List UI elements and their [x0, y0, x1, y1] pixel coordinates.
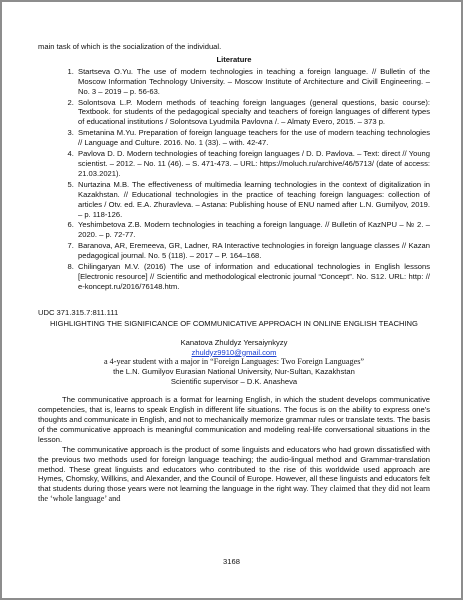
- body-paragraph-2: [38, 445, 430, 504]
- body-paragraph-2-tail: They claimed that they did not learn the ‘whole language’ and: [38, 484, 430, 504]
- page-number: 3168: [223, 557, 240, 566]
- reference-item: 3. Smetanina M.Yu. Preparation of foreign language teachers for the use of modern teaching technologies // Language and Culture. 2016. No. 1 (33). – with. 42-47.: [76, 128, 430, 148]
- body-paragraph-2-main: The communicative approach is the product of some linguists and educators who had grown dissatisfied with the previous two methods used for foreign language teaching; the audio-lingual method and Grammar-translation method. These great linguists and educators who contributed to the rise of this worldwide used approach are Hymes, Chomsky, Willkins, and Alexander, and the Council of Europe. However, all these linguists and educators felt that students during those years were not learning the language in the right way.: [38, 444, 430, 494]
- author-status: a 4-year student with a major in “Foreign Languages: Two Foreign Languages”: [103, 357, 365, 367]
- reference-item: 6. Yeshimbetova Z.B. Modern technologies in teaching a foreign language. // Bulletin of KazNPU – № 2. – 2020. – p. 72-77.: [76, 220, 430, 240]
- reference-item: 5. Nurtazina M.B. The effectiveness of multimedia learning technologies in the context of digitalization in Kazakhstan. // Educational technologies in the practice of teaching foreign languages: collection of articles / Otv. ed. E.A. Zhuravleva. – Astana: Publishing house of ENU named after L.N. Gumilyov, 2019. – p. 118-126.: [76, 180, 430, 220]
- reference-item: 7. Baranova, AR, Eremeeva, GR, Ladner, RA Interactive technologies in foreign language classes // Kazan pedagogical journal. No. 5 (118). – 2017 – P. 164–168.: [76, 241, 430, 261]
- reference-list: [38, 67, 430, 292]
- intro-text: main task of which is the socialization of the individual.: [38, 42, 222, 51]
- author-name: Kanatova Zhuldyz Yersaiynkyzy: [180, 337, 288, 347]
- reference-item: 2. Solontsova L.P. Modern methods of teaching foreign languages (general questions, basic course): Textbook. for students of the pedagogical specialty and teachers of foreign languages of different types of educational institutions / Solontsova Lyudmila Pavlovna /. – Almaty Evero, 2015. – 373 p.: [76, 98, 430, 128]
- reference-item: 8. Chilingaryan M.V. (2016) The use of information and educational technologies in English lessons [Electronic resource] // Scientific and methodological electronic journal “Concept”. No. S12. URL: http: // e-koncept.ru/2016/76148.htm.: [76, 262, 430, 292]
- article-title: HIGHLIGHTING THE SIGNIFICANCE OF COMMUNICATIVE APPROACH IN ONLINE ENGLISH TEACHING: [50, 318, 418, 328]
- literature-heading: Literature: [216, 54, 252, 64]
- page-content: [38, 42, 430, 504]
- document-page: [2, 2, 461, 598]
- author-email-link[interactable]: zhuldyz9910@gmail.com: [191, 347, 277, 357]
- udc-code: UDC 371.315.7:811.111: [38, 307, 119, 317]
- reference-item: 1. Startseva O.Yu. The use of modern technologies in teaching a foreign language. // Bulletin of the Moscow Information Technology University. – Moscow Institute of Architecture and Civill Engineering. – No. 3 – 2019 – p. 56-63.: [76, 67, 430, 97]
- author-email-line: [38, 348, 430, 358]
- scientific-supervisor: Scientific supervisor – D.K. Anasheva: [170, 377, 298, 387]
- body-paragraph-1: The communicative approach is a format for learning English, in which the student develops communicative competencies, that is, learns to speak English in different life situations. The focus is on the ability to express one's thoughts and communicate in English, and not to mechanically memorize grammar rules or translate texts. The basis of the communicative approach is meaningful communication and modeling real-life conversational situations in the lesson.: [38, 395, 430, 444]
- reference-item: 4. Pavlova D. D. Modern technologies of teaching foreign languages / D. D. Pavlova. – Text: direct // Young scientist. – 2012. – No. 11 (46). – S. 471-473. – URL: https://moluch.ru/archive/46/5713/ (date of access: 21.03.2021).: [76, 149, 430, 179]
- author-affiliation: the L.N. Gumilyov Eurasian National University, Nur-Sultan, Kazakhstan: [113, 367, 355, 377]
